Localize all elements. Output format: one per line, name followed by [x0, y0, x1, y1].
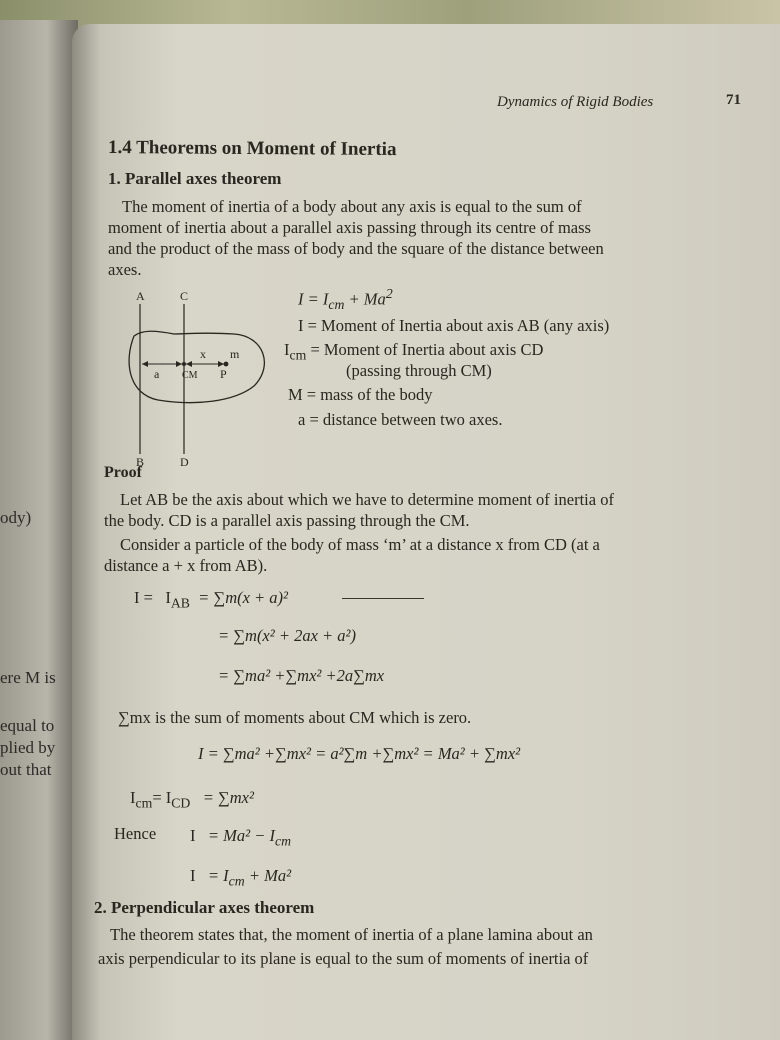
- statement-line: axis perpendicular to its plane is equal to the sum of moments of inertia of: [98, 949, 589, 968]
- section-title: 1.4 Theorems on Moment of Inertia: [107, 136, 397, 161]
- label-b-bottom: B: [136, 455, 145, 466]
- label-distance-a: a: [154, 367, 160, 381]
- proof-line: the body. CD is a parallel axis passing through the CM.: [104, 511, 470, 530]
- statement-line: The theorem states that, the moment of inertia of a plane lamina about an: [110, 925, 593, 944]
- left-page-fragment: ere M is: [0, 668, 56, 687]
- statement-line: moment of inertia about a parallel axis passing through its centre of mass: [108, 218, 591, 237]
- equation-7: I = $I_{cm} + Ma^2$: [190, 866, 292, 889]
- equation-5: $I_{cm}= I_{CD}$ = ∑mx²: [130, 788, 254, 811]
- left-page-fragment: out that: [0, 760, 52, 779]
- left-page-fragment: equal to: [0, 716, 55, 735]
- label-c-top: C: [180, 289, 189, 303]
- equation-6: I = $Ma^2 - I_{cm}$: [190, 826, 292, 849]
- proof-line: Consider a particle of the body of mass ‘m’ at a distance x from CD (at a: [120, 535, 600, 554]
- proof-line: distance a + x from AB).: [104, 556, 268, 575]
- equation-2: = ∑m(x² + 2ax + a²): [218, 626, 356, 645]
- equation-4: I = ∑ma² +∑mx² = a²∑m +∑mx² = Ma² + ∑mx²: [198, 744, 521, 763]
- label-mass-m: m: [230, 347, 240, 361]
- book-page: [72, 24, 780, 1040]
- handwritten-underline: [342, 598, 424, 599]
- arrowhead-icon: [176, 361, 182, 367]
- equation-3: = ∑ma² +∑mx² +2a∑mx: [218, 666, 385, 685]
- label-cm: CM: [182, 370, 198, 381]
- arrowhead-icon: [142, 361, 148, 367]
- particle-point: [224, 362, 229, 367]
- left-page-fragment: plied by: [0, 738, 56, 757]
- legend-line: a = distance between two axes.: [298, 410, 503, 429]
- legend-line: (passing through CM): [346, 361, 492, 380]
- equation-1: I = $I_{AB} = \sum m(x + a)^2$: [134, 588, 289, 611]
- body-outline: [129, 331, 264, 402]
- legend-line-icm: $I_{cm}$ = Moment of Inertia about axis CD: [284, 340, 544, 363]
- parallel-axes-diagram: [114, 286, 294, 466]
- arrowhead-icon: [186, 361, 192, 367]
- legend-line: I = Moment of Inertia about axis AB (any axis): [298, 316, 610, 335]
- proof-line: Let AB be the axis about which we have to determine moment of inertia of: [120, 490, 614, 509]
- running-title: Dynamics of Rigid Bodies: [497, 94, 654, 110]
- parallel-axes-heading: 1. Parallel axes theorem: [108, 169, 282, 188]
- perpendicular-axes-heading: 2. Perpendicular axes theorem: [94, 898, 315, 917]
- label-distance-x: x: [200, 347, 206, 361]
- left-page-fragment: ody): [0, 508, 32, 527]
- label-a-top: A: [136, 289, 145, 303]
- statement-line: axes.: [108, 260, 142, 279]
- previous-page-edge: [0, 20, 78, 1040]
- parallel-axes-formula: $I = I_{cm} + Ma^2$: [298, 286, 393, 312]
- hence-label: Hence: [114, 824, 157, 843]
- label-point-p: P: [220, 367, 227, 381]
- statement-line: The moment of inertia of a body about any axis is equal to the sum of: [122, 197, 582, 216]
- note-line: ∑mx is the sum of moments about CM which is zero.: [118, 708, 472, 727]
- label-d-bottom: D: [180, 455, 189, 466]
- cm-point: [182, 362, 186, 366]
- proof-heading: Proof: [104, 464, 142, 481]
- page-number: 71: [726, 92, 741, 108]
- legend-line: M = mass of the body: [288, 385, 433, 404]
- statement-line: and the product of the mass of body and the square of the distance between: [108, 239, 604, 258]
